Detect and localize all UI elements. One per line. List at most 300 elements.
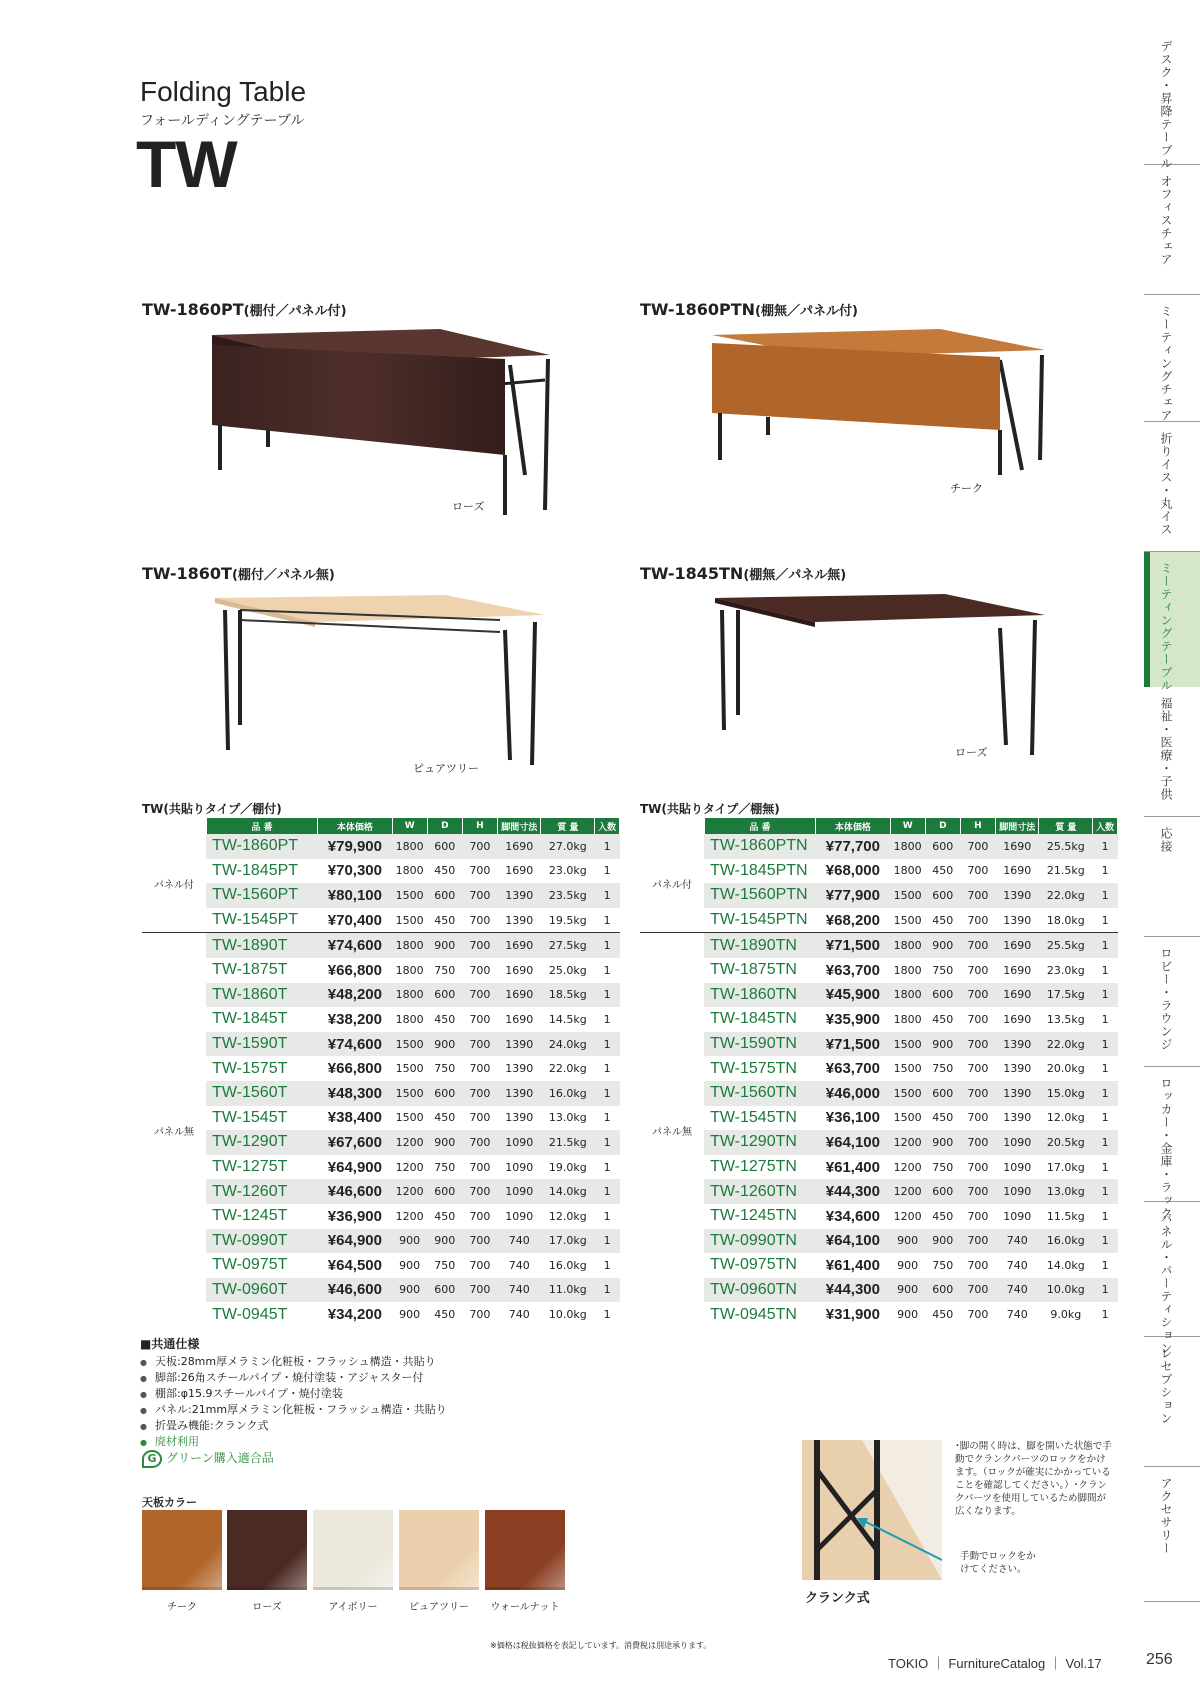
spec-cell: 1690	[1003, 1012, 1032, 1026]
spec-cell: 700	[960, 1081, 995, 1106]
table-row	[640, 859, 1118, 884]
spec-cell: 700	[967, 864, 989, 878]
price: ¥71,500	[816, 933, 890, 958]
spec-cell: 1	[603, 1062, 611, 1076]
product-code: TW-1590TN	[704, 1032, 816, 1057]
crank-label: クランク式	[805, 1591, 870, 1606]
spec-cell: 700	[967, 1160, 989, 1174]
price: ¥36,100	[825, 1109, 880, 1127]
spec-cell: 450	[434, 1111, 456, 1125]
spec-cell: 1690	[498, 834, 541, 859]
spec-cell: 700	[960, 834, 995, 859]
spec-cell: 1090	[996, 1130, 1039, 1155]
spec-cell: 1	[603, 1258, 611, 1272]
product-code: TW-1275TN	[710, 1158, 797, 1176]
spec-cell: 1	[1101, 1258, 1109, 1272]
product-code: TW-1860T	[206, 983, 318, 1008]
index-tab[interactable]	[1144, 1337, 1200, 1467]
table-row	[142, 1032, 620, 1057]
spec-cell: 13.0kg	[548, 1111, 587, 1125]
spec-cell: 750	[434, 963, 456, 977]
table-row	[640, 983, 1118, 1008]
spec-cell: 1390	[505, 1062, 534, 1076]
spec-cell: 21.5kg	[1046, 864, 1085, 878]
crank-arrow-note: 手動でロックをかけてください。	[960, 1551, 1036, 1575]
spec-cell: 1	[1101, 963, 1109, 977]
spec-cell: 450	[932, 864, 954, 878]
spec-cell: 20.5kg	[1039, 1130, 1093, 1155]
spec-cell: 1	[1093, 834, 1118, 859]
column-header: 入数	[1093, 818, 1118, 834]
index-tab-label: パネル・パーティション	[1159, 1212, 1173, 1355]
table-row	[640, 1253, 1118, 1278]
index-tab[interactable]	[1144, 552, 1200, 692]
spec-cell: 1390	[1003, 1111, 1032, 1125]
index-tab[interactable]	[1144, 422, 1200, 552]
spec-cell: 17.0kg	[541, 1229, 595, 1254]
index-tab[interactable]	[1144, 817, 1200, 937]
spec-item: ● 脚部:26角スチールパイプ・焼付塗装・アジャスター付	[140, 1370, 447, 1386]
spec-item: ● パネル:21mm厚メラミン化粧板・フラッシュ構造・共貼り	[140, 1402, 447, 1418]
spec-cell: 1200	[392, 1130, 427, 1155]
spec-cell: 740	[1006, 1258, 1028, 1272]
index-tab-label: デスク・昇降テーブル	[1159, 40, 1173, 170]
product-code: TW-1560PT	[206, 883, 318, 908]
spec-cell: 1	[1093, 1278, 1118, 1303]
spec-cell: 1500	[395, 1062, 424, 1076]
column-header: 脚間寸法	[996, 818, 1039, 834]
price: ¥44,300	[816, 1278, 890, 1303]
column-header: 質 量	[1039, 818, 1093, 834]
spec-cell: 1390	[498, 883, 541, 908]
catalog-title-en: Folding Table	[140, 76, 307, 107]
table-image-noPanel-noshelf	[710, 590, 1050, 760]
price: ¥71,500	[816, 1032, 890, 1057]
spec-cell: 900	[890, 1278, 925, 1303]
table-row	[142, 883, 620, 908]
spec-cell: 1500	[392, 1081, 427, 1106]
spec-cell: 1	[1101, 864, 1109, 878]
color-swatch-label: チーク	[167, 1602, 197, 1613]
spec-cell: 900	[925, 1032, 960, 1057]
spec-cell: 900	[897, 1308, 919, 1322]
spec-cell: 700	[469, 864, 491, 878]
product-code: TW-1860TN	[704, 983, 816, 1008]
index-tab[interactable]	[1144, 937, 1200, 1067]
product-code: TW-1890T	[206, 933, 318, 958]
spec-cell: 700	[967, 1258, 989, 1272]
price: ¥61,400	[825, 1158, 880, 1176]
price: ¥64,500	[327, 1256, 382, 1274]
price: ¥77,900	[816, 883, 890, 908]
table-row	[640, 1081, 1118, 1106]
group-label: パネル無	[652, 1126, 693, 1138]
price: ¥77,700	[816, 834, 890, 859]
color-swatch-label: ローズ	[252, 1602, 282, 1613]
table-row	[142, 983, 620, 1008]
spec-cell: 700	[462, 834, 497, 859]
spec-cell: 900	[427, 1229, 462, 1254]
column-header: H	[960, 818, 995, 834]
spec-cell: 450	[434, 1012, 456, 1026]
spec-cell: 1200	[893, 1160, 922, 1174]
product-code: TW-1260TN	[704, 1179, 816, 1204]
spec-cell: 1800	[890, 933, 925, 958]
spec-cell: 20.0kg	[1046, 1062, 1085, 1076]
spec-cell: 1390	[996, 1081, 1039, 1106]
spec-cell: 740	[498, 1229, 541, 1254]
spec-cell: 900	[890, 1229, 925, 1254]
spec-cell: 450	[434, 864, 456, 878]
group-label: パネル付	[142, 834, 206, 933]
table-row	[142, 1007, 620, 1032]
footer-brand: TOKIO ｜ FurnitureCatalog ｜ Vol.17	[888, 1656, 1102, 1671]
spec-cell: 450	[932, 1209, 954, 1223]
spec-cell: 700	[462, 933, 497, 958]
table-header-row	[142, 818, 620, 834]
spec-cell: 22.0kg	[1039, 883, 1093, 908]
product-code: TW-1875T	[212, 961, 288, 979]
product-code: TW-1545T	[212, 1108, 288, 1126]
table-row	[142, 1056, 620, 1081]
spec-cell: 1690	[1003, 963, 1032, 977]
product-code: TW-1845PT	[212, 861, 299, 879]
price: ¥63,700	[825, 1060, 880, 1078]
spec-cell: 1	[595, 1179, 620, 1204]
spec-cell: 1800	[395, 864, 424, 878]
spec-cell: 19.0kg	[548, 1160, 587, 1174]
spec-cell: 9.0kg	[1050, 1308, 1082, 1322]
spec-cell: 1500	[893, 1111, 922, 1125]
spec-cell: 1500	[395, 1111, 424, 1125]
spec-cell: 740	[996, 1278, 1039, 1303]
spec-cell: 15.0kg	[1039, 1081, 1093, 1106]
spec-cell: 600	[925, 834, 960, 859]
spec-cell: 750	[932, 1160, 954, 1174]
table-row	[142, 859, 620, 884]
spec-cell: 700	[469, 1062, 491, 1076]
spec-cell: 1800	[392, 933, 427, 958]
spec-cell: 700	[469, 1308, 491, 1322]
price: ¥70,400	[318, 908, 392, 933]
index-tab[interactable]	[1144, 1467, 1200, 1602]
spec-cell: 1090	[505, 1160, 534, 1174]
index-tab-label: アクセサリー	[1159, 1477, 1173, 1555]
spec-cell: 1390	[996, 1032, 1039, 1057]
spec-cell: 1	[1101, 1012, 1109, 1026]
spec-cell: 1690	[996, 983, 1039, 1008]
product-code: TW-0975T	[212, 1256, 288, 1274]
spec-cell: 600	[427, 1081, 462, 1106]
product-code: TW-1560PTN	[704, 883, 816, 908]
spec-cell: 740	[508, 1308, 530, 1322]
index-tab-label: レセプション	[1159, 1347, 1173, 1425]
table-row	[142, 1130, 620, 1155]
color-label-3: ピュアツリー	[413, 762, 479, 775]
spec-cell: 22.0kg	[1039, 1032, 1093, 1057]
spec-cell: 600	[925, 883, 960, 908]
spec-cell: 1	[1093, 1130, 1118, 1155]
column-header: 本体価格	[816, 818, 890, 834]
spec-cell: 1	[1093, 1179, 1118, 1204]
column-header: 質 量	[541, 818, 595, 834]
spec-cell: 1090	[996, 1179, 1039, 1204]
spec-cell: 700	[469, 963, 491, 977]
spec-cell: 600	[427, 1278, 462, 1303]
spec-cell: 700	[462, 1229, 497, 1254]
table-row	[640, 1179, 1118, 1204]
color-swatch-label: ウォールナット	[490, 1602, 560, 1613]
spec-cell: 700	[462, 1130, 497, 1155]
spec-cell: 1090	[498, 1179, 541, 1204]
price: ¥79,900	[318, 834, 392, 859]
table-row	[640, 883, 1118, 908]
table-row	[640, 1032, 1118, 1057]
spec-cell: 1	[603, 1111, 611, 1125]
table-row	[142, 908, 620, 933]
spec-cell: 700	[967, 1111, 989, 1125]
spec-cell: 700	[967, 1062, 989, 1076]
price: ¥64,900	[318, 1229, 392, 1254]
table-row	[142, 1155, 620, 1180]
spec-cell: 1500	[392, 908, 427, 933]
spec-cell: 1390	[498, 1081, 541, 1106]
spec-cell: 1200	[395, 1160, 424, 1174]
spec-cell: 1800	[392, 834, 427, 859]
spec-cell: 25.5kg	[1039, 834, 1093, 859]
index-tab-label: オフィスチェア	[1159, 175, 1173, 266]
index-tab-label: ロビー・ラウンジ	[1159, 947, 1173, 1051]
spec-cell: 900	[392, 1278, 427, 1303]
column-header: D	[427, 818, 462, 834]
recycle-item: ● 廃材利用	[140, 1434, 447, 1450]
index-tab[interactable]	[1144, 1067, 1200, 1220]
spec-cell: 23.5kg	[541, 883, 595, 908]
spec-cell: 1390	[498, 908, 541, 933]
product-title-2: TW-1860PTN(棚無／パネル付)	[640, 300, 858, 319]
group-label: パネル無	[154, 1126, 195, 1138]
table-image-noPanel-shelf	[210, 590, 550, 775]
spec-cell: 700	[462, 1179, 497, 1204]
spec-cell: 700	[469, 1258, 491, 1272]
spec-cell: 700	[462, 1278, 497, 1303]
spec-cell: 1500	[392, 883, 427, 908]
index-tab[interactable]	[1144, 30, 1200, 170]
spec-cell: 1390	[1003, 1062, 1032, 1076]
series-code: TW	[136, 127, 237, 201]
spec-cell: 27.5kg	[541, 933, 595, 958]
spec-cell: 750	[434, 1062, 456, 1076]
spec-cell: 700	[960, 883, 995, 908]
green-purchase-mark: G グリーン購入適合品	[142, 1449, 274, 1468]
price: ¥67,600	[318, 1130, 392, 1155]
spec-cell: 1690	[1003, 864, 1032, 878]
spec-cell: 1	[603, 1209, 611, 1223]
spec-cell: 1	[1101, 1160, 1109, 1174]
product-code: TW-1275T	[212, 1158, 288, 1176]
spec-cell: 700	[469, 1160, 491, 1174]
product-code: TW-1290T	[206, 1130, 318, 1155]
price: ¥61,400	[825, 1256, 880, 1274]
product-code: TW-1845TN	[710, 1010, 797, 1028]
index-tab-label: ロッカー・金庫・ラック	[1159, 1077, 1173, 1220]
index-tab[interactable]	[1144, 1202, 1200, 1355]
spec-cell: 1	[1093, 883, 1118, 908]
table-row	[142, 1253, 620, 1278]
index-tab-label: 応接	[1159, 827, 1173, 853]
spec-cell: 900	[925, 933, 960, 958]
table-row	[142, 1278, 620, 1303]
spec-cell: 450	[427, 908, 462, 933]
product-code: TW-1575T	[212, 1059, 288, 1077]
spec-cell: 1	[1101, 1062, 1109, 1076]
spec-cell: 1690	[498, 983, 541, 1008]
spec-cell: 900	[392, 1229, 427, 1254]
spec-cell: 700	[960, 908, 995, 933]
price: ¥68,000	[825, 862, 880, 880]
spec-cell: 1200	[392, 1179, 427, 1204]
spec-cell: 1800	[893, 864, 922, 878]
price: ¥38,400	[327, 1109, 382, 1127]
product-code: TW-1245T	[212, 1207, 288, 1225]
spec-cell: 700	[462, 1032, 497, 1057]
spec-cell: 900	[399, 1308, 421, 1322]
spec-cell: 700	[469, 1209, 491, 1223]
common-spec-list	[140, 1354, 447, 1450]
spec-cell: 700	[960, 933, 995, 958]
spec-cell: 1	[1093, 1081, 1118, 1106]
price: ¥64,100	[816, 1130, 890, 1155]
spec-cell: 21.5kg	[541, 1130, 595, 1155]
spec-cell: 700	[960, 1130, 995, 1155]
spec-cell: 19.5kg	[541, 908, 595, 933]
spec-cell: 18.0kg	[1039, 908, 1093, 933]
common-spec-heading: ■共通仕様	[140, 1337, 200, 1351]
spec-cell: 1	[603, 864, 611, 878]
spec-cell: 23.0kg	[548, 864, 587, 878]
spec-cell: 14.5kg	[548, 1012, 587, 1026]
price: ¥80,100	[318, 883, 392, 908]
spec-cell: 1	[1093, 983, 1118, 1008]
spec-cell: 700	[462, 883, 497, 908]
product-code: TW-1845PTN	[710, 861, 808, 879]
spec-cell: 900	[427, 1130, 462, 1155]
price: ¥34,600	[825, 1207, 880, 1225]
spec-cell: 10.0kg	[1039, 1278, 1093, 1303]
spec-cell: 1	[595, 1278, 620, 1303]
spec-cell: 1800	[392, 983, 427, 1008]
spec-cell: 750	[932, 1062, 954, 1076]
spec-cell: 13.5kg	[1046, 1012, 1085, 1026]
table-row	[640, 1007, 1118, 1032]
spec-cell: 1500	[890, 908, 925, 933]
spec-cell: 1690	[996, 933, 1039, 958]
table-row	[640, 1056, 1118, 1081]
product-code: TW-1560T	[206, 1081, 318, 1106]
crank-note: ･脚の開く時は、脚を開いた状態で手動でクランクパーツのロックをかけます。（ロックが確実にかかっていることを確認してください。）･クランクパーツを使用しているため脚間が広くなります。	[955, 1441, 1112, 1517]
spec-cell: 14.0kg	[1046, 1258, 1085, 1272]
spec-cell: 700	[469, 1012, 491, 1026]
index-tab[interactable]	[1144, 295, 1200, 422]
spec-cell: 900	[427, 1032, 462, 1057]
index-tab-label: 折りイス・丸イス	[1159, 432, 1173, 536]
product-code: TW-0960TN	[704, 1278, 816, 1303]
spec-cell: 700	[462, 908, 497, 933]
price: ¥35,900	[825, 1010, 880, 1028]
spec-cell: 1	[603, 1012, 611, 1026]
table-row	[640, 1155, 1118, 1180]
spec-cell: 1690	[498, 933, 541, 958]
spec-cell: 1	[595, 1081, 620, 1106]
color-swatch	[313, 1510, 393, 1590]
index-tab-label: ミーティングテーブル	[1159, 562, 1173, 692]
product-code: TW-1560TN	[704, 1081, 816, 1106]
product-code: TW-1545TN	[710, 1108, 797, 1126]
product-code: TW-1845T	[212, 1010, 288, 1028]
spec-cell: 1800	[395, 963, 424, 977]
spec-cell: 900	[399, 1258, 421, 1272]
spec-cell: 700	[960, 983, 995, 1008]
product-code: TW-1245TN	[710, 1207, 797, 1225]
spec-cell: 1690	[505, 1012, 534, 1026]
spec-cell: 700	[469, 1111, 491, 1125]
index-tab[interactable]	[1144, 165, 1200, 295]
spec-cell: 700	[960, 1032, 995, 1057]
spec-cell: 1090	[1003, 1209, 1032, 1223]
column-header: W	[392, 818, 427, 834]
table-row	[640, 958, 1118, 983]
spec-cell: 740	[996, 1229, 1039, 1254]
table-row	[142, 1106, 620, 1131]
column-header: H	[462, 818, 497, 834]
table-row	[142, 834, 620, 859]
product-code: TW-0960T	[206, 1278, 318, 1303]
spec-cell: 1200	[890, 1130, 925, 1155]
spec-cell: 1390	[996, 883, 1039, 908]
spec-cell: 600	[925, 983, 960, 1008]
price: ¥46,000	[816, 1081, 890, 1106]
spec-cell: 18.5kg	[541, 983, 595, 1008]
index-tab[interactable]	[1144, 687, 1200, 817]
table-row	[142, 1081, 620, 1106]
price: ¥64,100	[816, 1229, 890, 1254]
spec-cell: 1800	[893, 1012, 922, 1026]
spec-cell: 1	[595, 933, 620, 958]
price: ¥31,900	[825, 1306, 880, 1324]
color-label-1: ローズ	[452, 500, 485, 513]
spec-cell: 700	[967, 963, 989, 977]
index-tab-label: 福祉・医療・子供	[1159, 697, 1173, 801]
page-number: 256	[1146, 1651, 1173, 1668]
spec-cell: 1	[1093, 933, 1118, 958]
spec-cell: 1500	[890, 883, 925, 908]
spec-cell: 1200	[395, 1209, 424, 1223]
spec-cell: 25.5kg	[1039, 933, 1093, 958]
spec-cell: 1	[603, 963, 611, 977]
spec-cell: 25.0kg	[548, 963, 587, 977]
table-row	[640, 1229, 1118, 1254]
spec-cell: 1500	[890, 1032, 925, 1057]
spec-cell: 1	[603, 1308, 611, 1322]
spec-cell: 700	[462, 1081, 497, 1106]
price: ¥46,600	[318, 1179, 392, 1204]
table-row	[640, 1106, 1118, 1131]
spec-cell: 740	[1006, 1308, 1028, 1322]
color-swatch	[399, 1510, 479, 1590]
product-code: TW-1575TN	[710, 1059, 797, 1077]
spec-cell: 1	[1093, 1229, 1118, 1254]
table-row	[640, 1130, 1118, 1155]
